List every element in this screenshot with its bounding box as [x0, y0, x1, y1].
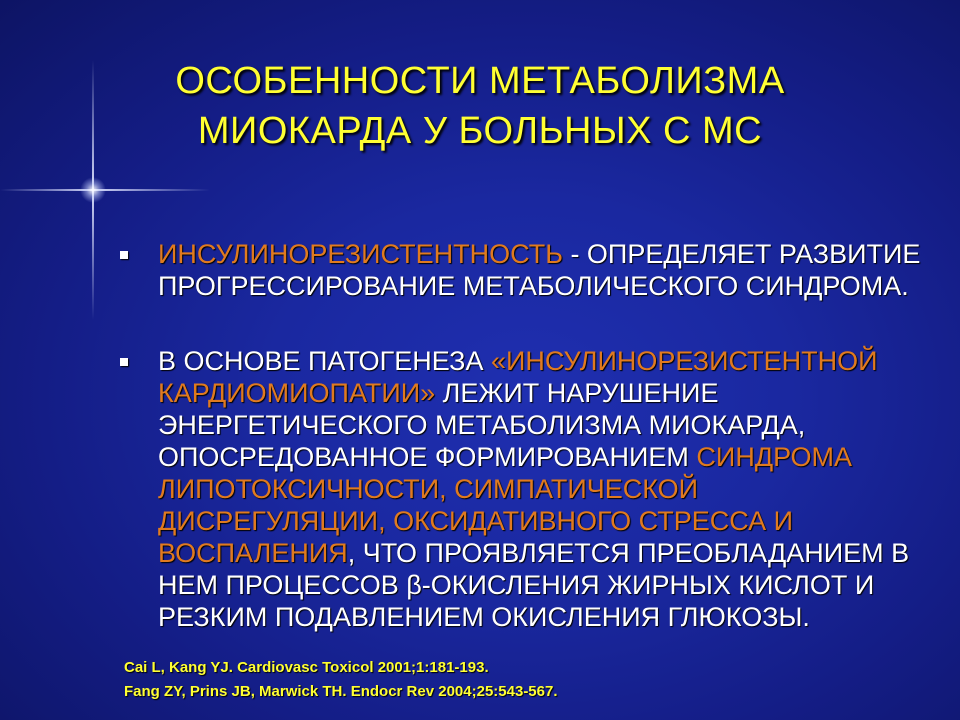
highlight-insulin-resistance: ИНСУЛИНОРЕЗИСТЕНТНОСТЬ: [158, 239, 563, 269]
bullet-2-line-8: НЕМ ПРОЦЕССОВ β-ОКИСЛЕНИЯ ЖИРНЫХ КИСЛОТ И: [158, 570, 875, 600]
bullet-marker: [120, 358, 128, 366]
bullet-2-line-7: [158, 537, 925, 569]
title-line-2: МИОКАРДА У БОЛЬНЫХ С МС: [197, 110, 763, 152]
bullet-2-text: [158, 345, 925, 633]
reference-2: Fang ZY, Prins JB, Marwick TH. Endocr Rev 2004;25:543-567.: [124, 683, 558, 700]
highlight-cardiomyopathy-1: «ИНСУЛИНОРЕЗИСТЕНТНОЙ: [490, 346, 878, 376]
reference-1: Cai L, Kang YJ. Cardiovasc Toxicol 2001;1:181-193.: [124, 659, 489, 676]
bullet-1-line-1-rest: - ОПРЕДЕЛЯЕТ РАЗВИТИЕ: [562, 239, 921, 269]
bullet-2-line-3: ЭНЕРГЕТИЧЕСКОГО МЕТАБОЛИЗМА МИОКАРДА,: [158, 410, 806, 440]
bullet-1-text: [158, 238, 925, 302]
bullet-item-2: [120, 345, 925, 633]
bullet-2-line-7-plain: , ЧТО ПРОЯВЛЯЕТСЯ ПРЕОБЛАДАНИЕМ В: [347, 538, 910, 568]
highlight-inflammation: ВОСПАЛЕНИЯ: [158, 538, 348, 568]
references: [124, 656, 558, 704]
bullet-1-line-1: [158, 238, 925, 270]
slide-title: [40, 56, 920, 156]
bullet-2-line-2: [158, 377, 925, 409]
bullet-2-line-1: [158, 345, 925, 377]
title-line-1: ОСОБЕННОСТИ МЕТАБОЛИЗМА: [175, 60, 785, 102]
bullet-2-line-4: [158, 441, 925, 473]
light-flare-core: [80, 177, 106, 203]
bullet-2-line-6: ДИСРЕГУЛЯЦИИ, ОКСИДАТИВНОГО СТРЕССА И: [158, 506, 794, 536]
bullet-2-line-1-plain: В ОСНОВЕ ПАТОГЕНЕЗА: [158, 346, 491, 376]
bullet-1-line-2: ПРОГРЕССИРОВАНИЕ МЕТАБОЛИЧЕСКОГО СИНДРОМА.: [158, 271, 909, 301]
bullet-2-line-2-plain: ЛЕЖИТ НАРУШЕНИЕ: [435, 378, 719, 408]
highlight-cardiomyopathy-2: КАРДИОМИОПАТИИ»: [158, 378, 436, 408]
bullet-marker: [120, 251, 128, 259]
highlight-syndrome: СИНДРОМА: [696, 442, 853, 472]
bullet-item-1: [120, 238, 925, 302]
bullet-2-line-9: РЕЗКИМ ПОДАВЛЕНИЕМ ОКИСЛЕНИЯ ГЛЮКОЗЫ.: [158, 602, 810, 632]
bullet-2-line-4-plain: ОПОСРЕДОВАННОЕ ФОРМИРОВАНИЕМ: [158, 442, 697, 472]
bullet-2-line-5: ЛИПОТОКСИЧНОСТИ, СИМПАТИЧЕСКОЙ: [158, 474, 699, 504]
